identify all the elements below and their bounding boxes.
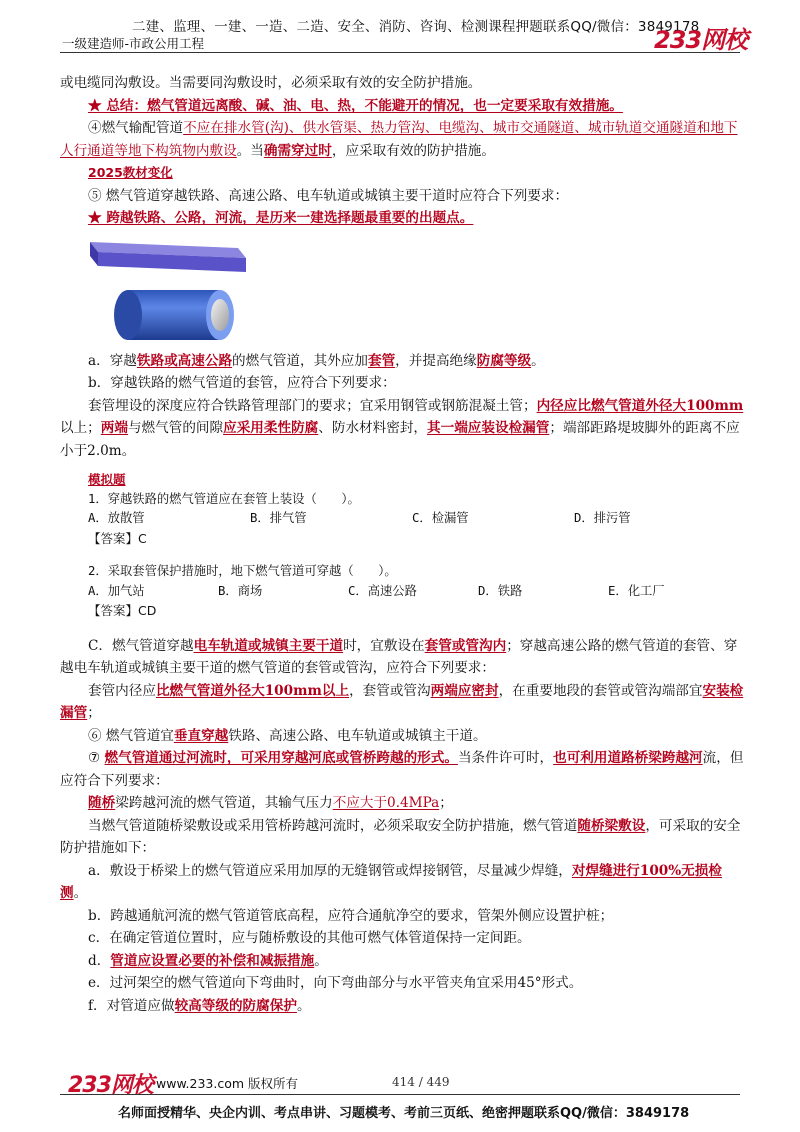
paragraph-bridge: 随桥梁跨越河流的燃气管道，其输气压力不应大于0.4MPa；	[88, 795, 453, 811]
list-item-a: a．敷设于桥梁上的燃气管道应采用加厚的无缝钢管或焊接钢管，尽量减少焊缝，对焊缝进行100%无损检测。	[60, 862, 722, 901]
star-icon: ★	[88, 210, 102, 226]
footer-site: www.233.com 版权所有	[156, 1076, 298, 1091]
summary-note: ★ 总结：燃气管道远离酸、碱、油、电、热，不能避开的情况，也一定要采取有效措施。	[88, 97, 623, 114]
page-content	[60, 72, 744, 1017]
footer-divider	[60, 1094, 740, 1095]
list-item-e: e．过河架空的燃气管道向下弯曲时，向下弯曲部分与水平管夹角宜采用45°形式。	[88, 975, 583, 991]
paragraph-casing: 套管埋设的深度应符合铁路管理部门的要求；宜采用钢管或钢筋混凝土管；内径应比燃气管道外径大100mm以上；两端与燃气管的间隙应采用柔性防腐、防水材料密封，其一端应装设检漏管；端部距路堤坡脚外的距离不应小于2.0m。	[60, 397, 744, 459]
paragraph-casing-requirements: 套管内径应比燃气管道外径大100mm以上，套管或管沟两端应密封，在重要地段的套管或管沟端部宜安装检漏管；	[60, 682, 744, 721]
list-item-f: f．对管道应做较高等级的防腐保护。	[88, 997, 311, 1014]
mock-questions	[60, 470, 744, 621]
footer-logo: 233网校	[68, 1073, 153, 1098]
page-header	[0, 0, 800, 60]
brand-logo: 233网校	[654, 26, 748, 54]
paragraph-b: b．穿越铁路的燃气管道的套管，应符合下列要求：	[88, 375, 396, 391]
paragraph-C: C．燃气管道穿越电车轨道或城镇主要干道时，宜敷设在套管或管沟内；穿越高速公路的燃气管道的套管、穿越电车轨道或城镇主要干道的燃气管道的套管或管沟，应符合下列要求：	[60, 637, 738, 676]
page-number: 414 / 449	[392, 1075, 450, 1089]
option: C．高速公路	[348, 583, 417, 598]
option: D．排污管	[574, 511, 631, 525]
option: D．铁路	[478, 583, 523, 598]
paragraph-protection: 当燃气管道随桥梁敷设或采用管桥跨越河流时，必须采取安全防护措施，燃气管道随桥梁敷设，可采取的安全防护措施如下：	[60, 817, 741, 856]
star-icon: ★	[88, 97, 102, 114]
option: B．排气管	[250, 511, 307, 525]
header-divider	[60, 52, 740, 53]
option: E．化工厂	[608, 583, 665, 598]
list-item-d: d．管道应设置必要的补偿和减振措施。	[88, 952, 328, 969]
list-item-c: c．在确定管道位置时，应与随桥敷设的其他可燃气体管道保持一定间距。	[88, 930, 531, 946]
casing-pipe-illustration	[60, 234, 320, 344]
header-subject: 一级建造师-市政公用工程	[62, 36, 205, 51]
option: B．商场	[218, 583, 263, 598]
option: A．加气站	[88, 583, 145, 598]
answer-2: 【答案】CD	[88, 603, 157, 618]
paragraph-item-4: ④燃气输配管道不应在排水管(沟)、供水管渠、热力管沟、电缆沟、城市交通隧道、城市轨道交通隧道和地下人行通道等地下构筑物内敷设。当确需穿过时，应采取有效的防护措施。	[60, 120, 738, 159]
footer-contact-line: 名师面授精华、央企内训、考点串讲、习题模考、考前三页纸、绝密押题联系QQ/微信：3849178	[118, 1106, 690, 1121]
question-2: 2．采取套管保护措施时，地下燃气管道可穿越（ ）。	[88, 564, 397, 578]
paragraph-item-5: ⑤ 燃气管道穿越铁路、高速公路、电车轨道或城镇主要干道时应符合下列要求：	[88, 187, 569, 204]
question-1: 1．穿越铁路的燃气管道应在套管上装设（ ）。	[88, 491, 360, 506]
header-contact-line: 二建、监理、一建、一造、二造、安全、消防、咨询、检测课程押题联系QQ/微信：3849178	[132, 19, 700, 35]
paragraph: 或电缆同沟敷设。当需要同沟敷设时，必须采取有效的安全防护措施。	[60, 75, 482, 91]
key-point-note: ★ 跨越铁路、公路，河流，是历来一建选择题最重要的出题点。	[88, 210, 474, 226]
pipe-illustration	[60, 234, 744, 344]
option: C．检漏管	[412, 511, 469, 525]
option: A．放散管	[88, 511, 145, 525]
paragraph-item-7: ⑦ 燃气管道通过河流时，可采用穿越河底或管桥跨越的形式。当条件许可时，也可利用道路桥梁跨越河流，但应符合下列要求：	[60, 750, 744, 789]
paragraph-a: a．穿越铁路或高速公路的燃气管道，其外应加套管，并提高绝缘防腐等级。	[88, 352, 545, 369]
answer-1: 【答案】C	[88, 530, 147, 546]
textbook-change-tag: 2025教材变化	[88, 165, 173, 180]
list-item-b: b．跨越通航河流的燃气管道管底高程，应符合通航净空的要求，管架外侧应设置护桩；	[88, 907, 614, 924]
mock-title: 模拟题	[88, 472, 126, 487]
question-2-options	[60, 582, 744, 602]
question-1-options	[60, 509, 744, 529]
paragraph-item-6: ⑥ 燃气管道宜垂直穿越铁路、高速公路、电车轨道或城镇主干道。	[88, 727, 487, 744]
